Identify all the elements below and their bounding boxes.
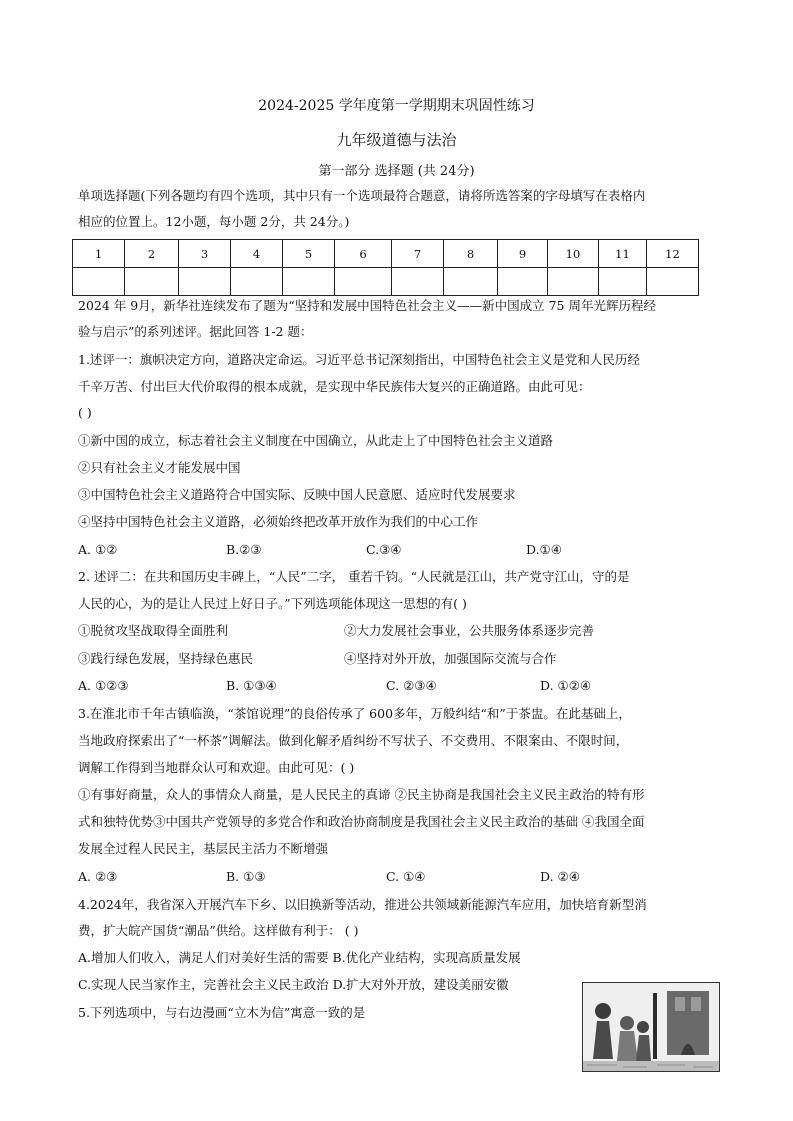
question-number-cell: 2 [125, 240, 179, 268]
question-number-cell: 9 [498, 240, 548, 268]
q4-stem-line: 4.2024年，我省深入开展汽车下乡、以旧换新等活动，推进公共领域新能源汽车应用，加快培育新型消 [78, 897, 647, 912]
answer-cell[interactable] [599, 268, 647, 296]
material-line: 验与启示”的系列述评。据此回答 1-2 题： [78, 324, 313, 339]
q2-option-c[interactable]: C. ②③④ [386, 678, 437, 693]
q2-option-a[interactable]: A. ①②③ [78, 678, 129, 693]
q4-options-cd[interactable]: C.实现人民当家作主，完善社会主义民主政治 D.扩大对外开放，建设美丽安徽 [78, 977, 509, 992]
answer-cell[interactable] [498, 268, 548, 296]
q4-stem-line: 费，扩大皖产国货“潮品”供给。这样做有利于： ( ) [78, 923, 359, 938]
answer-table-header-row [73, 240, 699, 268]
exam-subject: 九年级道德与法治 [336, 131, 457, 149]
q3-statement-line: 式和独特优势③中国共产党领导的多党合作和政治协商制度是我国社会主义民主政治的基础 ④我国全面 [78, 814, 645, 829]
answer-cell[interactable] [548, 268, 599, 296]
q3-option-b[interactable]: B. ①③ [226, 869, 266, 884]
q1-stem-line: 1.述评一：旗帜决定方向，道路决定命运。习近平总书记深刻指出，中国特色社会主义是党和人民历经 [78, 352, 640, 367]
q3-statement-line: ①有事好商量，众人的事情众人商量，是人民民主的真谛 ②民主协商是我国社会主义民主政治的特有形 [78, 787, 645, 802]
answer-cell[interactable] [647, 268, 699, 296]
question-number-cell: 10 [548, 240, 599, 268]
q2-option-b[interactable]: B. ①③④ [226, 678, 277, 693]
question-number-cell: 7 [392, 240, 444, 268]
question-number-cell: 8 [444, 240, 498, 268]
q1-statement: ②只有社会主义才能发展中国 [78, 460, 241, 475]
q2-stem-line: 2. 述评二：在共和国历史丰碑上，“人民”二字， 重若千钧。“人民就是江山，共产党守江山，守的是 [78, 569, 630, 584]
q1-answer-blank: ( ) [78, 405, 92, 420]
question-number-cell: 5 [283, 240, 335, 268]
q3-stem-line: 调解工作得到当地群众认可和欢迎。由此可见：( ) [78, 760, 355, 775]
q2-statement: ①脱贫攻坚战取得全面胜利 [78, 623, 229, 638]
q5-stem-line: 5.下列选项中，与右边漫画“立木为信”寓意一致的是 [78, 1005, 366, 1020]
question-number-cell: 12 [647, 240, 699, 268]
question-number-cell: 4 [231, 240, 283, 268]
q1-option-a[interactable]: A. ①② [78, 542, 118, 557]
answer-table-answer-row [73, 268, 699, 296]
cartoon-image [582, 982, 720, 1072]
answer-cell[interactable] [392, 268, 444, 296]
answer-cell[interactable] [125, 268, 179, 296]
answer-cell[interactable] [179, 268, 231, 296]
answer-table [72, 239, 699, 296]
q1-stem-line: 千辛万苦、付出巨大代价取得的根本成就，是实现中华民族伟大复兴的正确道路。由此可见： [78, 379, 591, 394]
exam-title: 2024-2025 学年度第一学期期末巩固性练习 [258, 98, 535, 114]
q1-statement: ④坚持中国特色社会主义道路，必须始终把改革开放作为我们的中心工作 [78, 514, 479, 529]
answer-cell[interactable] [73, 268, 125, 296]
q1-statement: ③中国特色社会主义道路符合中国实际、反映中国人民意愿、适应时代发展要求 [78, 487, 516, 502]
instruction-line: 相应的位置上。12小题，每小题 2分，共 24分。) [78, 214, 350, 229]
answer-cell[interactable] [231, 268, 283, 296]
q3-option-d[interactable]: D. ②④ [540, 869, 580, 884]
answer-cell[interactable] [283, 268, 335, 296]
q1-statement: ①新中国的成立，标志着社会主义制度在中国确立，从此走上了中国特色社会主义道路 [78, 433, 554, 448]
q3-stem-line: 3.在淮北市千年古镇临涣，“茶馆说理”的良俗传承了 600多年，万般纠结“和”于茶盅。在此基础上， [78, 706, 631, 721]
q3-option-c[interactable]: C. ①④ [386, 869, 426, 884]
q1-option-b[interactable]: B.②③ [226, 542, 262, 557]
answer-cell[interactable] [335, 268, 392, 296]
instruction-line: 单项选择题(下列各题均有四个选项，其中只有一个选项最符合题意，请将所选答案的字母填写在表格内 [78, 188, 646, 203]
q3-option-a[interactable]: A. ②③ [78, 869, 118, 884]
q3-stem-line: 当地政府探索出了“一杯茶”调解法。做到化解矛盾纠纷不写状子、不交费用、不限案由、不限时间， [78, 733, 629, 748]
answer-cell[interactable] [444, 268, 498, 296]
question-number-cell: 1 [73, 240, 125, 268]
q2-stem-line: 人民的心，为的是让人民过上好日子。”下列选项能体现这一思想的有( ) [78, 596, 467, 611]
q1-option-d[interactable]: D.①④ [526, 542, 562, 557]
q2-option-d[interactable]: D. ①②④ [540, 678, 592, 693]
material-line: 2024 年 9月，新华社连续发布了题为“坚持和发展中国特色社会主义——新中国成立 75 周年光辉历程经 [78, 298, 656, 313]
question-number-cell: 6 [335, 240, 392, 268]
q2-statement: ②大力发展社会事业，公共服务体系逐步完善 [344, 623, 595, 638]
cartoon-drawing [583, 983, 719, 1071]
q2-statement: ④坚持对外开放，加强国际交流与合作 [344, 651, 557, 666]
question-number-cell: 3 [179, 240, 231, 268]
q2-statement: ③践行绿色发展，坚持绿色惠民 [78, 651, 254, 666]
q3-statement-line: 发展全过程人民民主，基层民主活力不断增强 [78, 841, 329, 856]
q1-option-c[interactable]: C.③④ [366, 542, 402, 557]
section-heading: 第一部分 选择题 (共 24分) [318, 164, 475, 179]
question-number-cell: 11 [599, 240, 647, 268]
q4-options-ab[interactable]: A.增加人们收入，满足人们对美好生活的需要 B.优化产业结构，实现高质量发展 [78, 950, 521, 965]
